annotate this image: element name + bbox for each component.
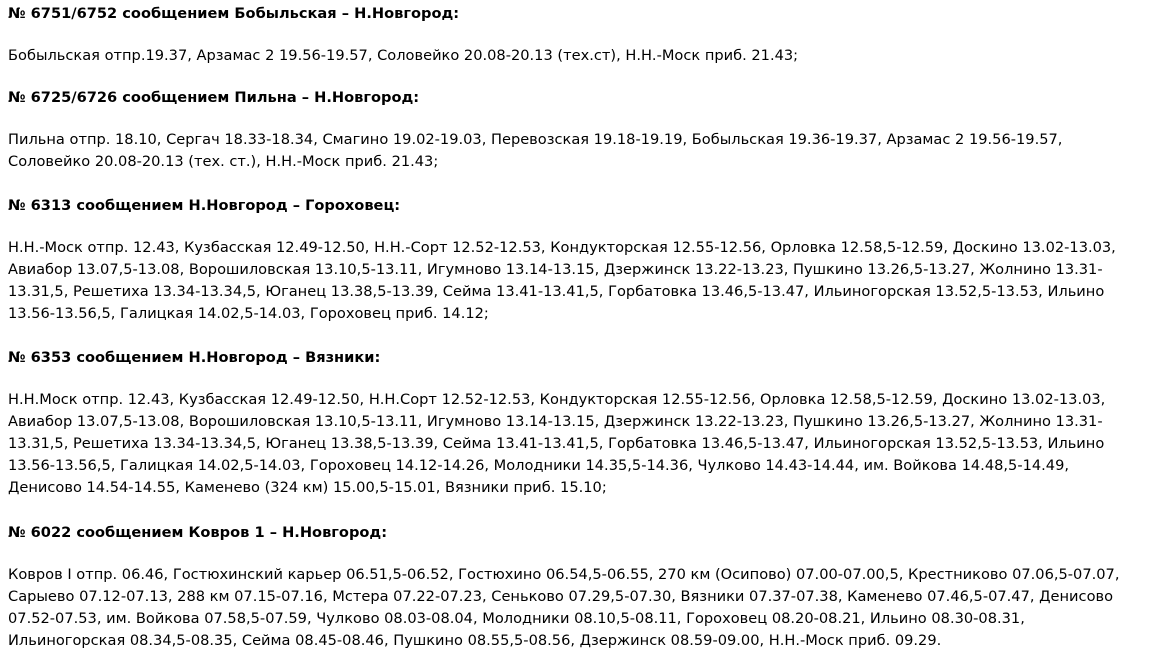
train-title: № 6751/6752 сообщением Бобыльская – Н.Новгород: [8, 5, 460, 22]
train-block-6751 [8, 3, 1146, 64]
train-block-6725 [8, 87, 1146, 170]
train-block-6313 [8, 195, 1146, 322]
train-block-6353 [8, 347, 1146, 496]
train-stops: Н.Н.Моск отпр. 12.43, Кузбасская 12.49-12.50, Н.Н.Сорт 12.52-12.53, Кондукторская 12.55-12.56, Орловка 12.58,5-12.59, Доскино 13.02-13.03, Авиабор 13.07,5-13.08, Ворошиловская 13.10,5-13.11, Игумново 13.14-13.15, Дзержинск 13.22-13.23, Пушкино 13.26,5-13.27, Жолнино 13.31-13.31,5, Решетиха 13.34-13.34,5, Юганец 13.38,5-13.39, Сейма 13.41-13.41,5, Горбатовка 13.46,5-13.47, Ильиногорская 13.52,5-13.53, Ильино 13.56-13.56,5, Галицкая 14.02,5-14.03, Гороховец 14.12-14.26, Молодники 14.35,5-14.36, Чулково 14.43-14.44, им. Войкова 14.48,5-14.49, Денисово 14.54-14.55, Каменево (324 км) 15.00,5-15.01, Вязники приб. 15.10; [8, 391, 1106, 496]
train-title: № 6313 сообщением Н.Новгород – Гороховец: [8, 197, 401, 214]
train-block-6022 [8, 522, 1146, 649]
train-stops: Н.Н.-Моск отпр. 12.43, Кузбасская 12.49-12.50, Н.Н.-Сорт 12.52-12.53, Кондукторская 12.55-12.56, Орловка 12.58,5-12.59, Доскино 13.02-13.03, Авиабор 13.07,5-13.08, Ворошиловская 13.10,5-13.11, Игумново 13.14-13.15, Дзержинск 13.22-13.23, Пушкино 13.26,5-13.27, Жолнино 13.31-13.31,5, Решетиха 13.34-13.34,5, Юганец 13.38,5-13.39, Сейма 13.41-13.41,5, Горбатовка 13.46,5-13.47, Ильиногорская 13.52,5-13.53, Ильино 13.56-13.56,5, Галицкая 14.02,5-14.03, Гороховец приб. 14.12; [8, 239, 1116, 322]
train-stops: Бобыльская отпр.19.37, Арзамас 2 19.56-19.57, Соловейко 20.08-20.13 (тех.ст), Н.Н.-Моск приб. 21.43; [8, 47, 799, 64]
train-title: № 6022 сообщением Ковров 1 – Н.Новгород: [8, 524, 388, 541]
train-title: № 6353 сообщением Н.Новгород – Вязники: [8, 349, 381, 366]
train-stops: Ковров I отпр. 06.46, Гостюхинский карьер 06.51,5-06.52, Гостюхино 06.54,5-06.55, 270 км (Осипово) 07.00-07.00,5, Крестниково 07.06,5-07.07, Сарыево 07.12-07.13, 288 км 07.15-07.16, Мстера 07.22-07.23, Сеньково 07.29,5-07.30, Вязники 07.37-07.38, Каменево 07.46,5-07.47, Денисово 07.52-07.53, им. Войкова 07.58,5-07.59, Чулково 08.03-08.04, Молодники 08.10,5-08.11, Гороховец 08.20-08.21, Ильино 08.30-08.31, Ильиногорская 08.34,5-08.35, Сейма 08.45-08.46, Пушкино 08.55,5-08.56, Дзержинск 08.59-09.00, Н.Н.-Моск приб. 09.29. [8, 566, 1120, 649]
train-stops: Пильна отпр. 18.10, Сергач 18.33-18.34, Смагино 19.02-19.03, Перевозская 19.18-19.19, Бобыльская 19.36-19.37, Арзамас 2 19.56-19.57, Соловейко 20.08-20.13 (тех. ст.), Н.Н.-Моск приб. 21.43; [8, 131, 1063, 170]
train-title: № 6725/6726 сообщением Пильна – Н.Новгород: [8, 89, 420, 106]
